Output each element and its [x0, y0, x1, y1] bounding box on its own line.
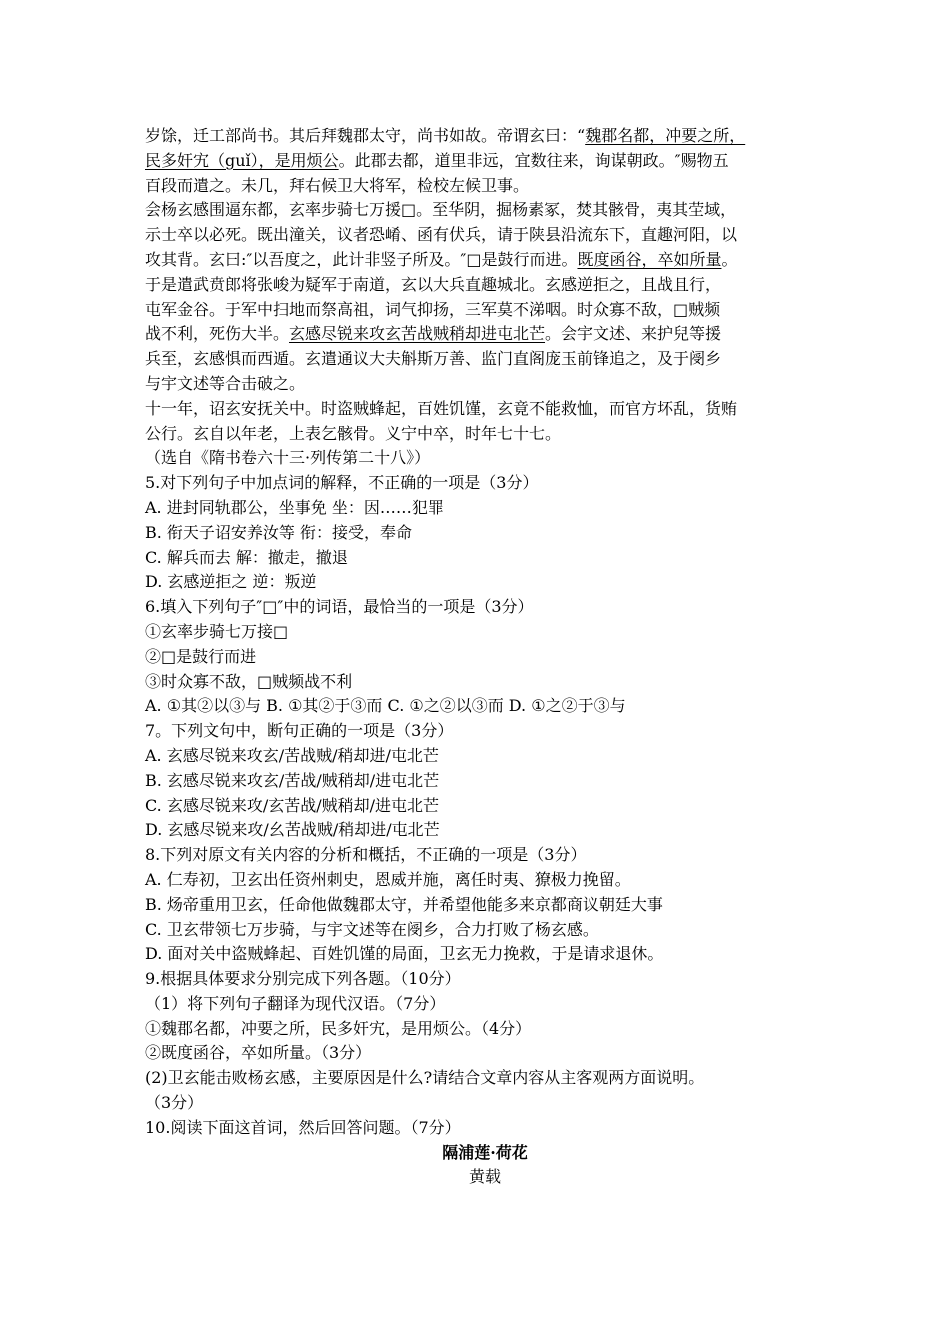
question-line: （3分）	[145, 1093, 204, 1113]
passage-text: 攻其背。玄曰:″以吾度之，此计非竖子所及。″□是鼓行而进。	[145, 249, 578, 269]
passage-line	[145, 223, 825, 248]
question-line: ①玄率步骑七万接□	[145, 621, 289, 641]
questions	[145, 471, 825, 1141]
passage-text: 于是遣武贲郎将张峻为疑军于南道，玄以大兵直趣城北。玄感逆拒之，且战且行，	[145, 274, 722, 294]
passage-line	[145, 422, 825, 447]
passage-text: 十一年，诏玄安抚关中。时盗贼蜂起，百姓饥馑，玄竟不能救恤，而官方坏乱，货贿	[145, 398, 738, 418]
passage-text: （选自《隋书卷六十三·列传第二十八》）	[145, 448, 431, 468]
passage-text: 。	[721, 249, 738, 269]
question-line: 5.对下列句子中加点词的解释，不正确的一项是（3分）	[145, 473, 539, 493]
passage-line	[145, 397, 825, 422]
question-line: A. 仁寿初，卫玄出任资州刺史，恩威并施，离任时夷、獠极力挽留。	[145, 869, 631, 889]
passage-text: 与宇文述等合击破之。	[145, 373, 306, 393]
question-line: （1）将下列句子翻译为现代汉语。（7分）	[145, 993, 446, 1013]
document-page	[145, 124, 825, 1190]
passage-text: 。此郡去都，道里非远，宜数往来，询谋朝政。″赐物五	[338, 150, 729, 170]
poem-author: 黄载	[468, 1167, 501, 1187]
question-line: 8.下列对原文有关内容的分析和概括，不正确的一项是（3分）	[145, 845, 587, 865]
question-line: C. 卫玄带领七万步骑，与宇文述等在阌乡，合力打败了杨玄感。	[145, 919, 599, 939]
poem-title: 隔浦莲·荷花	[442, 1142, 528, 1162]
passage-line	[145, 322, 825, 347]
question-line: B. 炀帝重用卫玄，任命他做魏郡太守，并希望他能多来京都商议朝廷大事	[145, 894, 663, 914]
passage-text: 示士卒以必死。既出潼关，议者恐崤、函有伏兵，请于陕县沿流东下，直趣河阳，以	[145, 225, 738, 245]
passage-line	[145, 298, 825, 323]
question-line: (2)卫玄能击败杨玄感，主要原因是什么?请结合文章内容从主客观两方面说明。	[145, 1068, 705, 1088]
question-line: 9.根据具体要求分别完成下列各题。（10分）	[145, 969, 461, 989]
passage-text: 百段而遣之。未几，拜右候卫大将军，检校左候卫事。	[145, 175, 530, 195]
question-line: A. ①其②以③与 B. ①其②于③而 C. ①之②以③而 D. ①之②于③与	[145, 696, 626, 716]
passage-line	[145, 273, 825, 298]
question-line: B. 玄感尽锐来攻玄/苦战/贼稍却/进屯北芒	[145, 770, 440, 790]
passage-line	[145, 149, 825, 174]
passage-text: 战不利，死伤大半。	[145, 324, 290, 344]
underlined-sentence: 民多奸宄（guǐ），是用烦公	[145, 150, 339, 170]
question-line: ③时众寡不敌，□贼频战不利	[145, 671, 353, 691]
question-line: A. 进封同轨郡公，坐事免 坐：因……犯罪	[145, 497, 444, 517]
question-line: D. 面对关中盗贼蜂起、百姓饥馑的局面，卫玄无力挽救，于是请求退休。	[145, 944, 664, 964]
passage-line	[145, 198, 825, 223]
passage-line	[145, 347, 825, 372]
passage-text: 公行。玄自以年老，上表乞骸骨。义宁中卒，时年七十七。	[145, 423, 562, 443]
passage-line	[145, 124, 825, 149]
passage-text: 屯军金谷。于军中扫地而祭高祖，词气抑扬，三军莫不涕咽。时众寡不敌，□贼频	[145, 299, 721, 319]
underlined-sentence: 玄感尽锐来攻玄苦战贼稍却进屯北芒	[289, 324, 546, 344]
question-line: ①魏郡名都，冲要之所，民多奸宄，是用烦公。（4分）	[145, 1018, 532, 1038]
question-line: C. 玄感尽锐来攻/玄苦战/贼稍却/进屯北芒	[145, 795, 440, 815]
question-line: C. 解兵而去 解：撤走，撤退	[145, 547, 348, 567]
question-line: A. 玄感尽锐来攻玄/苦战贼/稍却进/屯北芒	[145, 745, 439, 765]
question-line: 7。下列文句中，断句正确的一项是（3分）	[145, 721, 454, 741]
question-line: D. 玄感逆拒之 逆：叛逆	[145, 572, 317, 592]
question-line: 6.填入下列句子″□″中的词语，最恰当的一项是（3分）	[145, 597, 534, 617]
question-line: ②□是鼓行而进	[145, 646, 257, 666]
question-line: B. 衔天子诏安养汝等 衔：接受，奉命	[145, 522, 413, 542]
passage-line	[145, 174, 825, 199]
question-line: ②既度函谷，卒如所量。（3分）	[145, 1043, 372, 1063]
passage-line	[145, 248, 825, 273]
passage-text: 。会宇文述、来护兒等援	[545, 324, 722, 344]
passage-text: 会杨玄感围逼东都，玄率步骑七万援□。至华阴，掘杨素冢，焚其骸骨，夷其茔域，	[145, 200, 737, 220]
question-line: 10.阅读下面这首词，然后回答问题。（7分）	[145, 1117, 461, 1137]
passage	[145, 124, 825, 471]
passage-line	[145, 446, 825, 471]
passage-line	[145, 372, 825, 397]
question-line: D. 玄感尽锐来攻/幺苦战贼/稍却进/屯北芒	[145, 820, 440, 840]
underlined-sentence: 既度函谷，卒如所量	[577, 249, 722, 269]
passage-text: 兵至，玄感惧而西遁。玄遣通议大夫斛斯万善、监门直阁庞玉前锋追之，及于阌乡	[145, 349, 722, 369]
underlined-sentence: 魏郡名都，冲要之所，	[585, 126, 746, 145]
passage-text: 岁馀，迁工部尚书。其后拜魏郡太守，尚书如故。帝谓玄曰：“	[145, 126, 586, 145]
